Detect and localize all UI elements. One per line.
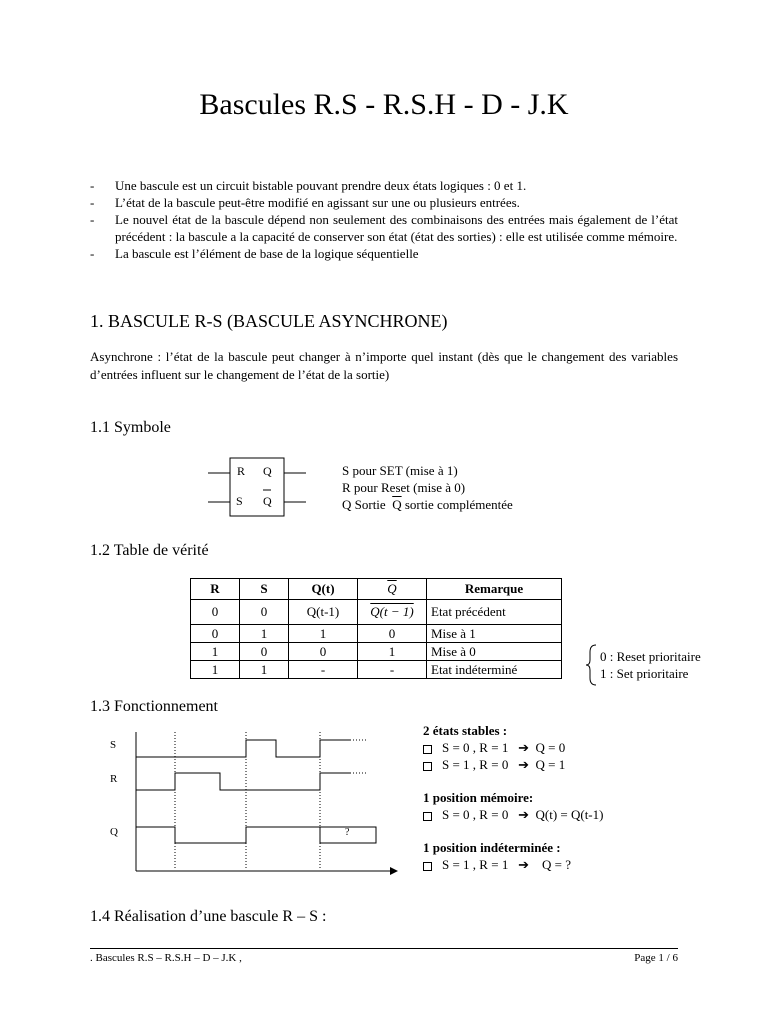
col-r: R [191,579,240,600]
note-reset: R pour Reset (mise à 0) [342,480,466,495]
bullet-square-icon [423,762,432,771]
bullet-square-icon [423,745,432,754]
memoire-title: 1 position mémoire: [423,790,534,805]
heading-table-verite: 1.2 Table de vérité [90,542,209,559]
signal-s-label: S [110,739,117,751]
table-row: 0 0 Q(t-1) Q(t − 1) Etat précédent [191,600,562,625]
note-item: S = 0 , R = 1 ➔ Q = 0 [423,739,603,756]
truth-table [190,578,562,679]
note-item: S = 0 , R = 0 ➔ Q(t) = Q(t-1) [423,806,603,823]
note-outputs: Q Sortie $\overline{Q}$ sortie complémentée [342,497,513,512]
intro-bullet-list [90,177,678,262]
heading-realisation: 1.4 Réalisation d’une bascule R – S : [90,908,327,925]
footer-left: . Bascules R.S – R.S.H – D – J.K , [90,952,242,964]
indet-title: 1 position indéterminée : [423,840,561,855]
note-set: S pour SET (mise à 1) [342,463,458,478]
col-s: S [240,579,289,600]
signal-q-label: Q [110,826,118,838]
pin-q-label: Q [263,464,272,478]
stables-title: 2 états stables : [423,723,508,738]
arrow-right-icon: ➔ [518,740,529,755]
rs-flipflop-symbol [200,455,310,520]
table-row: 1 1 - - Etat indéterminé [191,661,562,679]
section-heading-bascule-rs: 1. BASCULE R-S (BASCULE ASYNCHRONE) [90,311,448,331]
curly-brace [584,643,600,687]
col-qbar: $\overline{Q}$ [358,579,427,600]
arrow-right-icon: ➔ [518,857,529,872]
pin-r-label: R [237,464,246,478]
intro-bullet: - Le nouvel état de la bascule dépend non seulement des combinaisons des entrées mais également de l’état précédent : la bascule a la capacité de conserver son état (état des sorties) : elle est utilisée comme mémoire. [90,212,678,244]
pin-qbar-label: Q [263,494,272,508]
bullet-square-icon [423,862,432,871]
intro-bullet: - La bascule est l’élément de base de la logique séquentielle [90,246,419,261]
pin-s-label: S [236,494,243,508]
bullet-square-icon [423,812,432,821]
note-item: S = 1 , R = 0 ➔ Q = 1 [423,756,603,773]
table-row: 0 1 1 0 Mise à 1 [191,625,562,643]
footer-divider [90,948,678,949]
page-title: Bascules R.S - R.S.H - D - J.K [199,88,569,121]
col-qt: Q(t) [289,579,358,600]
asynchrone-paragraph: Asynchrone : l’état de la bascule peut changer à n’importe quel instant (dès que le changement des variables d’entrées influent sur le changement de l’état de la sortie) [90,349,678,382]
note-item: S = 1 , R = 1 ➔ Q = ? [423,856,603,873]
table-row: 1 0 0 1 Mise à 0 [191,643,562,661]
unknown-state-label: ? [345,827,350,838]
fonctionnement-notes [423,722,603,873]
priority-notes: 0 : Reset prioritaire 1 : Set prioritaire [600,649,701,681]
arrow-right-icon: ➔ [518,757,529,772]
heading-symbole: 1.1 Symbole [90,419,171,436]
table-header-row [191,579,562,600]
symbole-notes [342,462,513,513]
footer-page-number: Page 1 / 6 [634,952,678,964]
timing-diagram [100,728,400,878]
col-remarque: Remarque [427,579,562,600]
arrow-right-icon: ➔ [518,807,529,822]
heading-fonctionnement: 1.3 Fonctionnement [90,698,218,715]
intro-bullet: - L’état de la bascule peut-être modifié en agissant sur une ou plusieurs entrées. [90,195,520,210]
signal-r-label: R [110,773,118,785]
intro-bullet: - Une bascule est un circuit bistable pouvant prendre deux états logiques : 0 et 1. [90,178,527,193]
